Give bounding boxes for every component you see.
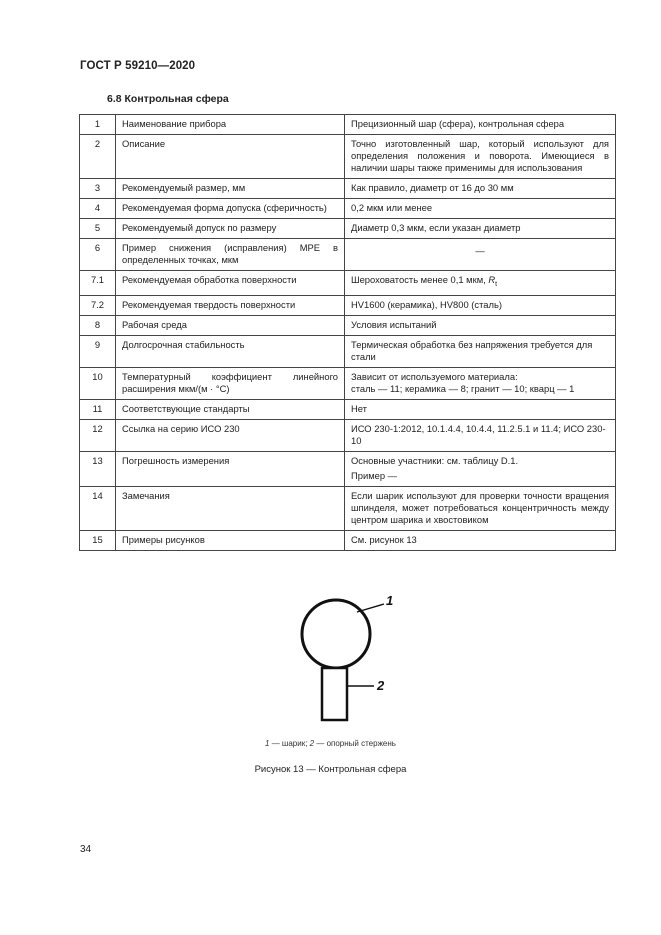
spec-table — [79, 114, 616, 551]
row-number: 2 — [80, 135, 116, 179]
roughness-symbol: R — [488, 274, 496, 285]
table-row — [80, 271, 616, 296]
table-row — [80, 295, 616, 315]
parameter-cell: Температурный коэффициент линейного расширения мкм/(м · °С) — [116, 367, 345, 399]
row-number: 13 — [80, 451, 116, 486]
row-number: 7.2 — [80, 295, 116, 315]
row-number: 3 — [80, 179, 116, 199]
value-cell: Нет — [345, 399, 616, 419]
row-number: 9 — [80, 335, 116, 367]
row-number: 11 — [80, 399, 116, 419]
parameter-cell: Рекомендуемый допуск по размеру — [116, 219, 345, 239]
row-number: 7.1 — [80, 271, 116, 296]
value-cell: Прецизионный шар (сфера), контрольная сфера — [345, 115, 616, 135]
row-number: 5 — [80, 219, 116, 239]
table-row — [80, 367, 616, 399]
value-cell — [345, 367, 616, 399]
value-cell: Если шарик используют для проверки точности вращения шпинделя, может потребоваться концентричность между центром шарика и хвостовиком — [345, 486, 616, 530]
value-line: Пример — — [351, 469, 398, 481]
table-row — [80, 335, 616, 367]
value-cell: Точно изготовленный шар, который используют для определения положения и поворота. Имеющиеся в наличии шары также применимы для использования — [345, 135, 616, 179]
value-text: Шероховатость менее 0,1 мкм, — [351, 274, 489, 285]
reference-sphere-figure — [250, 590, 450, 740]
legend-text-1: — шарик; — [269, 739, 310, 748]
row-number: 12 — [80, 419, 116, 451]
value-cell: Термическая обработка без напряжения требуется для стали — [345, 335, 616, 367]
value-line: Зависит от используемого материала: — [351, 370, 518, 382]
parameter-cell: Наименование прибора — [116, 115, 345, 135]
parameter-cell: Описание — [116, 135, 345, 179]
parameter-cell: Ссылка на серию ИСО 230 — [116, 419, 345, 451]
value-cell: HV1600 (керамика), HV800 (сталь) — [345, 295, 616, 315]
parameter-cell: Рекомендуемый размер, мм — [116, 179, 345, 199]
value-cell: — — [345, 239, 616, 271]
callout-label-2: 2 — [377, 678, 385, 693]
value-line: сталь — 11; керамика — 8; гранит — 10; кварц — 1 — [351, 382, 575, 394]
parameter-cell: Рабочая среда — [116, 315, 345, 335]
parameter-cell: Погрешность измерения — [116, 451, 345, 486]
value-cell: См. рисунок 13 — [345, 530, 616, 550]
parameter-cell: Пример снижения (исправления) МРЕ в определенных точках, мкм — [116, 239, 345, 271]
row-number: 14 — [80, 486, 116, 530]
value-cell: Как правило, диаметр от 16 до 30 мм — [345, 179, 616, 199]
legend-number-2: 2 — [309, 739, 315, 748]
sphere-ball — [302, 600, 370, 668]
row-number: 1 — [80, 115, 116, 135]
row-number: 4 — [80, 199, 116, 219]
parameter-cell: Замечания — [116, 486, 345, 530]
roughness-subscript: t — [495, 280, 498, 288]
table-row — [80, 239, 616, 271]
legend-text-2: — опорный стержень — [314, 739, 396, 748]
table-row — [80, 219, 616, 239]
page-number: 34 — [80, 844, 92, 855]
value-cell — [345, 271, 616, 296]
support-rod — [322, 668, 347, 720]
document-header: ГОСТ Р 59210—2020 — [80, 60, 196, 72]
table-row — [80, 399, 616, 419]
leader-line-1 — [357, 604, 384, 612]
table-row — [80, 135, 616, 179]
row-number: 8 — [80, 315, 116, 335]
legend-number-1: 1 — [265, 739, 270, 748]
table-row — [80, 419, 616, 451]
parameter-cell: Рекомендуемая обработка поверхности — [116, 271, 345, 296]
value-cell: Условия испытаний — [345, 315, 616, 335]
value-cell — [345, 451, 616, 486]
parameter-cell: Рекомендуемая форма допуска (сферичность) — [116, 199, 345, 219]
figure-caption: Рисунок 13 — Контрольная сфера — [254, 764, 407, 775]
table-row — [80, 530, 616, 550]
parameter-cell: Соответствующие стандарты — [116, 399, 345, 419]
parameter-cell: Долгосрочная стабильность — [116, 335, 345, 367]
row-number: 10 — [80, 367, 116, 399]
row-number: 6 — [80, 239, 116, 271]
value-cell: ИСО 230-1:2012, 10.1.4.4, 10.4.4, 11.2.5.1 и 11.4; ИСО 230-10 — [345, 419, 616, 451]
table-row — [80, 199, 616, 219]
value-line: Основные участники: см. таблицу D.1. — [351, 454, 519, 466]
table-row — [80, 451, 616, 486]
table-row — [80, 315, 616, 335]
table-row — [80, 486, 616, 530]
row-number: 15 — [80, 530, 116, 550]
table-row — [80, 179, 616, 199]
section-title: 6.8 Контрольная сфера — [107, 93, 229, 105]
parameter-cell: Примеры рисунков — [116, 530, 345, 550]
callout-label-1: 1 — [386, 593, 394, 608]
value-cell: 0,2 мкм или менее — [345, 199, 616, 219]
value-cell: Диаметр 0,3 мкм, если указан диаметр — [345, 219, 616, 239]
parameter-cell: Рекомендуемая твердость поверхности — [116, 295, 345, 315]
table-row — [80, 115, 616, 135]
figure-legend — [0, 739, 661, 748]
